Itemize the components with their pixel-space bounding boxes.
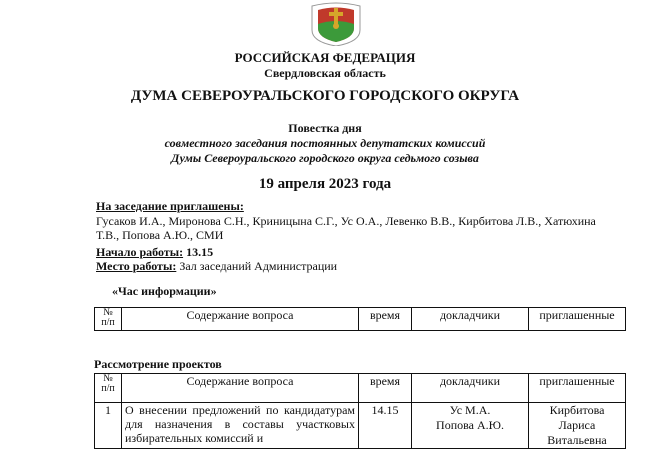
invited-3: Витальевна bbox=[547, 433, 607, 447]
col-speakers-header: докладчики bbox=[412, 374, 529, 403]
table-row bbox=[95, 374, 626, 403]
invited-label-line bbox=[96, 199, 616, 213]
invited-list-1: Гусаков И.А., Миронова С.Н., Криницына С.Г., Ус О.А., Левенко В.В., Кирбитова Л.В., Хатюхина bbox=[96, 214, 596, 228]
col-content-header: Содержание вопроса bbox=[122, 374, 359, 403]
info-hour-table bbox=[94, 307, 626, 331]
col-invited-header: приглашенные bbox=[529, 374, 626, 403]
projects-table bbox=[94, 373, 626, 449]
row-num: 1 bbox=[95, 403, 122, 449]
row-time: 14.15 bbox=[359, 403, 412, 449]
start-value: 13.15 bbox=[186, 245, 214, 259]
col-time-header: время bbox=[359, 308, 412, 331]
invited-1: Кирбитова bbox=[549, 403, 605, 417]
speaker-1: Ус М.А. bbox=[449, 403, 491, 417]
agenda-title: Повестка дня bbox=[288, 121, 362, 135]
col-speakers-header: докладчики bbox=[412, 308, 529, 331]
info-hour-heading: «Час информации» bbox=[112, 284, 217, 298]
table-row bbox=[95, 403, 626, 449]
coat-of-arms-icon bbox=[304, 0, 368, 46]
agenda-subtitle-1: совместного заседания постоянных депутатских комиссий bbox=[164, 136, 486, 150]
invited-label: На заседание приглашены: bbox=[96, 199, 244, 213]
row-invited bbox=[529, 403, 626, 449]
place-label: Место работы: bbox=[96, 259, 177, 273]
place-value: Зал заседаний Администрации bbox=[179, 259, 338, 273]
col-time-header: время bbox=[359, 374, 412, 403]
country-heading: РОССИЙСКАЯ ФЕДЕРАЦИЯ bbox=[234, 50, 416, 65]
table-row bbox=[95, 308, 626, 331]
place-line bbox=[96, 259, 616, 273]
speaker-2: Попова А.Ю. bbox=[436, 418, 504, 432]
duma-heading: ДУМА СЕВЕРОУРАЛЬСКОГО ГОРОДСКОГО ОКРУГА bbox=[130, 88, 520, 104]
meeting-date: 19 апреля 2023 года bbox=[258, 176, 392, 192]
agenda-subtitle-2: Думы Североуральского городского округа седьмого созыва bbox=[171, 151, 479, 165]
invited-list-2: Т.В., Попова А.Ю., СМИ bbox=[96, 228, 224, 242]
start-label: Начало работы: bbox=[96, 245, 184, 259]
projects-section-heading: Рассмотрение проектов bbox=[94, 357, 222, 371]
col-invited-header: приглашенные bbox=[529, 308, 626, 331]
col-num-header: № п/п bbox=[95, 374, 122, 403]
col-num-header: № п/п bbox=[95, 308, 122, 331]
invited-2: Лариса bbox=[558, 418, 596, 432]
start-time-line bbox=[96, 245, 616, 259]
col-content-header: Содержание вопроса bbox=[122, 308, 359, 331]
region-heading: Свердловская область bbox=[264, 66, 386, 80]
row-content: О внесении предложений по кандидатурам для назначения в составы участковых избирательных комиссий и bbox=[122, 403, 359, 449]
row-speakers bbox=[412, 403, 529, 449]
